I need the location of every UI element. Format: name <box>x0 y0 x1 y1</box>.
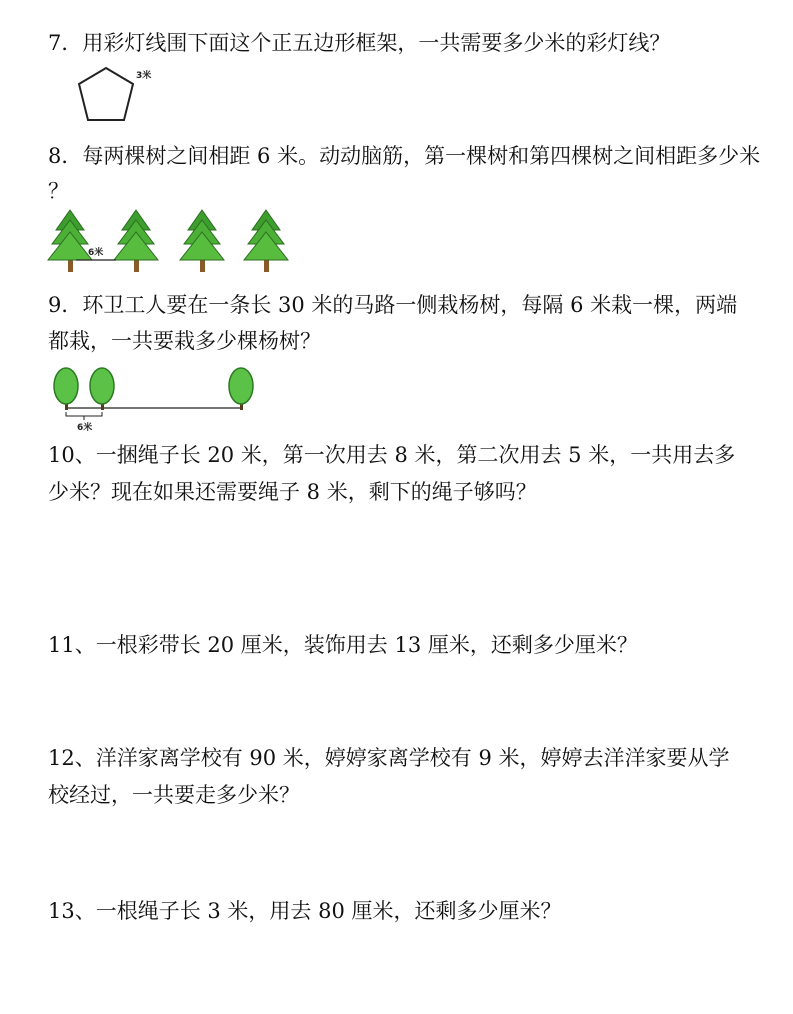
problem-12-line-2: 校经过，一共要走多少米？ <box>48 783 300 807</box>
problem-13-line-1: 13、一根绳子长 3 米，用去 80 厘米，还剩多少厘米？ <box>48 899 562 923</box>
spacing-label: 6米 <box>77 423 93 432</box>
problem-8-line-2: ？ <box>48 179 69 203</box>
problem-12-line-1: 12、洋洋家离学校有 90 米，婷婷家离学校有 9 米，婷婷去洋洋家要从学 <box>48 746 730 770</box>
poplar-road-figure <box>50 364 260 432</box>
pine-tree-4 <box>244 210 288 272</box>
pine-tree-1 <box>48 210 92 272</box>
poplar-tree-1 <box>54 368 78 410</box>
spacing-bracket <box>66 412 102 420</box>
pentagon-figure <box>76 64 156 126</box>
problem-8-line-1: 8．每两棵树之间相距 6 米。动动脑筋，第一棵树和第四棵树之间相距多少米 <box>48 144 761 168</box>
pentagon-shape <box>79 68 133 120</box>
problem-7-line-1: 7．用彩灯线围下面这个正五边形框架，一共需要多少米的彩灯线？ <box>48 31 671 55</box>
problem-10-line-2: 少米？现在如果还需要绳子 8 米，剩下的绳子够吗？ <box>48 480 537 504</box>
problem-9-line-2: 都栽，一共要栽多少棵杨树？ <box>48 329 321 353</box>
problem-9-line-1: 9．环卫工人要在一条长 30 米的马路一侧栽杨树，每隔 6 米栽一棵，两端 <box>48 293 738 317</box>
poplar-tree-2 <box>90 368 114 410</box>
tree-spacing-label: 6米 <box>88 248 104 258</box>
pine-tree-3 <box>180 210 224 272</box>
problem-11-line-1: 11、一根彩带长 20 厘米，装饰用去 13 厘米，还剩多少厘米？ <box>48 633 638 657</box>
pine-tree-2 <box>114 210 158 272</box>
pentagon-side-label: 3米 <box>136 71 152 81</box>
pine-trees-figure <box>46 206 296 274</box>
poplar-tree-3 <box>229 368 253 410</box>
problem-10-line-1: 10、一捆绳子长 20 米，第一次用去 8 米，第二次用去 5 米，一共用去多 <box>48 443 736 467</box>
